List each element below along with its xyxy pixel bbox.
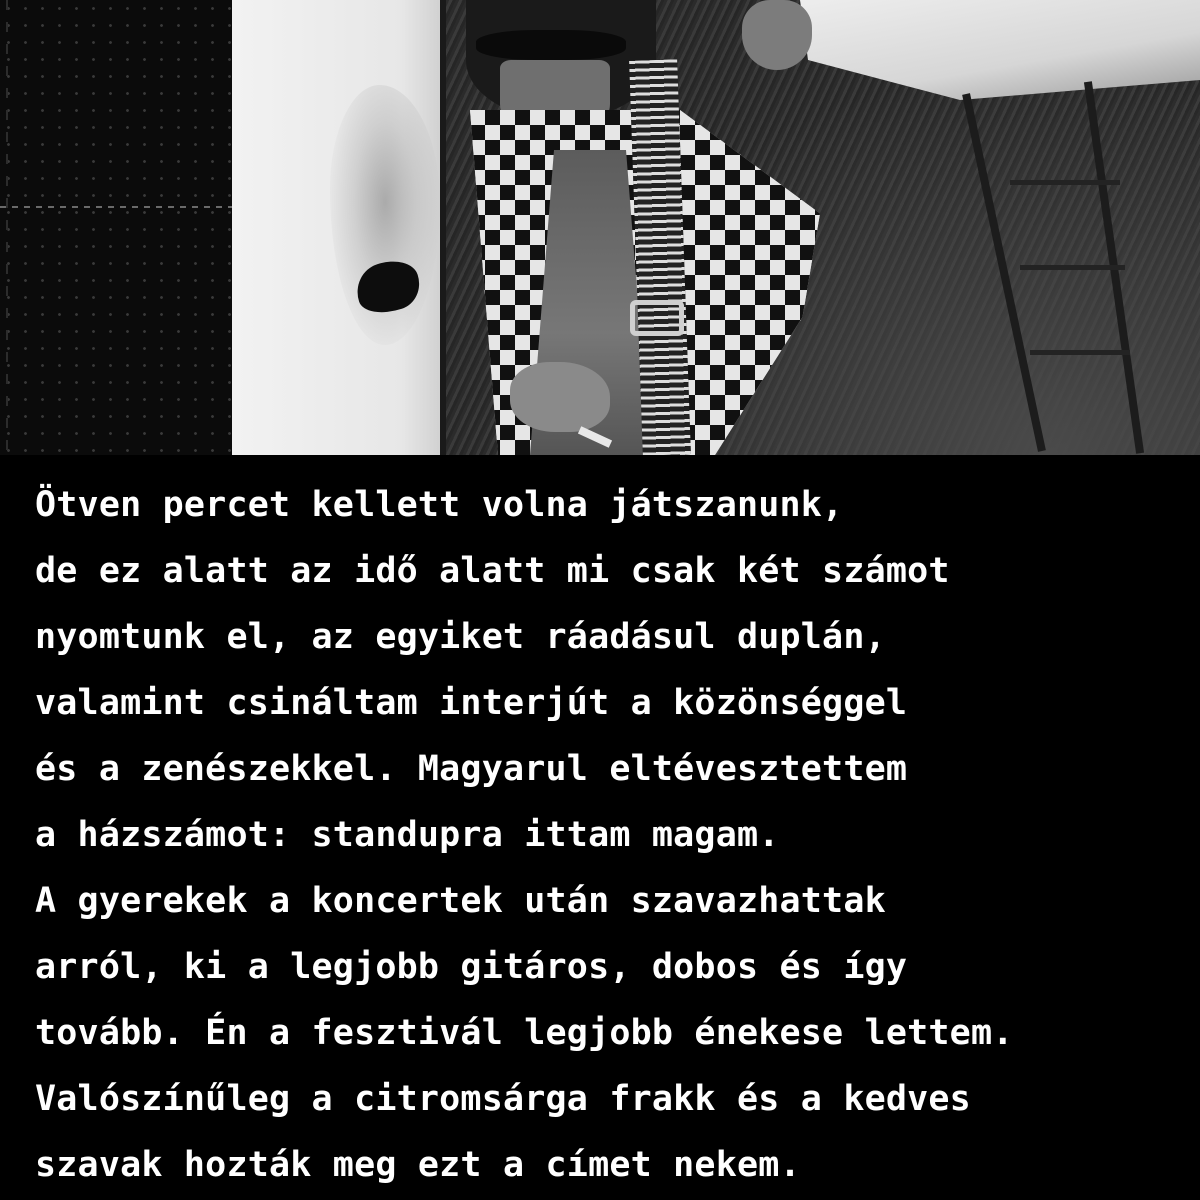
text-line: tovább. Én a fesztivál legjobb énekese lettem. — [35, 1013, 1014, 1053]
strap-buckle — [630, 300, 684, 336]
text-line: de ez alatt az idő alatt mi csak két számot — [35, 551, 950, 591]
black-white-photo — [0, 0, 1200, 455]
text-line: A gyerekek a koncertek után szavazhattak — [35, 881, 886, 921]
text-line: nyomtunk el, az egyiket ráadásul duplán, — [35, 617, 886, 657]
text-line: valamint csináltam interjút a közönséggel — [35, 683, 908, 723]
text-line: a házszámot: standupra ittam magam. — [35, 815, 780, 855]
text-line: Ötven percet kellett volna játszanunk, — [35, 485, 844, 525]
film-strip-edge — [0, 0, 232, 455]
raised-arm — [742, 0, 812, 70]
hand — [510, 362, 610, 432]
sunglasses — [476, 30, 626, 60]
text-line: és a zenészekkel. Magyarul eltévesztettem — [35, 749, 908, 789]
ladder-rung — [1020, 265, 1125, 270]
film-dashed-line — [0, 206, 232, 208]
ladder-rung — [1010, 180, 1120, 185]
text-line: szavak hozták meg ezt a címet nekem. — [35, 1145, 801, 1185]
quote-text — [35, 472, 1185, 1198]
ladder-rung — [1030, 350, 1130, 355]
text-line: Valószínűleg a citromsárga frakk és a kedves — [35, 1079, 971, 1119]
text-line: arról, ki a legjobb gitáros, dobos és így — [35, 947, 908, 987]
film-sprocket-line — [6, 0, 8, 455]
